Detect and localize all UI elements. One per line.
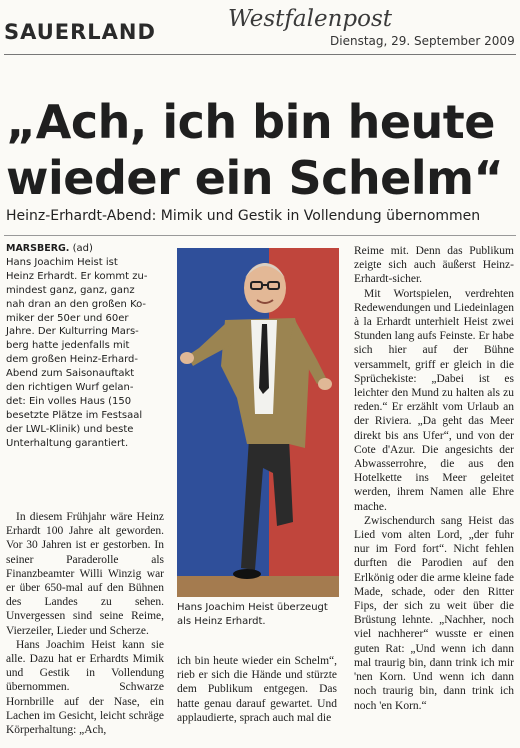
article-lead <box>6 242 164 451</box>
lead-line: det: Ein volles Haus (150 <box>6 395 132 407</box>
article-body-column-3 <box>354 244 514 713</box>
lead-line: der LWL-Klinik) und beste <box>6 423 134 435</box>
lead-line: Abend zum Saisonauftakt <box>6 368 135 380</box>
lead-line: den richtigen Wurf gelan- <box>6 382 134 394</box>
lead-line: miker der 50er und 60er <box>6 312 129 324</box>
article-body-column-2 <box>177 654 337 725</box>
dateline-line <box>6 242 164 256</box>
article-body-column-1 <box>6 510 164 737</box>
performer-photo <box>177 248 339 597</box>
headline-line-1: „Ach, ich bin heute <box>6 95 495 149</box>
left-hand <box>180 352 194 364</box>
lead-line: Heinz Erhardt. Er kommt zu- <box>6 270 148 282</box>
lead-line: dem großen Heinz-Erhard- <box>6 354 139 366</box>
shoe <box>233 569 261 579</box>
body-paragraph: Hans Joachim Heist kann sie alle. Dazu hat er Erhardts Mimik und Gestik in Vollendung übernommen. Schwarze Hornbrille auf der Nase, ein Lachen im Gesicht, leicht schräge Körperhaltung: „Ach, <box>6 638 164 737</box>
lead-line: Hans Joachim Heist ist <box>6 256 118 268</box>
section-title: SAUERLAND <box>4 20 156 44</box>
headline <box>6 94 516 206</box>
lead-line: Unterhaltung garantiert. <box>6 437 129 449</box>
body-paragraph: Mit Wortspielen, verdrehten Redewendungen und Liedeinlagen à la Erhardt unterhielt Heist zwei Stunden lang aufs Feinste. Er habe sich hier auf der Bühne versammelt, griff er gleich in die Sprüchekiste: „Dabei ist es leichter den Mund zu halten als zu reden.“ Er erzählt vom Urlaub an der Riviera. „Da geht das Meer direkt bis ans Ufer“, und von der Cote d'Azur. Die angesichts der Abwasserrohre, die aus den Hotelkette ins Meer geleitet werden, ihrem Namen alle Ehre mache. <box>354 287 514 513</box>
body-paragraph: Zwischendurch sang Heist das Lied vom alten Lord, „der fuhr nur im Ford fort“. Nicht fehlen durften die Parodien auf den Erlkönig oder die arme kleine fade Made, schade, oder den Ritter Fips, der sich zu weit über die Brüstung lehnte. „Nachher, noch viel nachherer“ wusste er einen guten Rat: „Und wenn ich dann mal traurig bin, dann trink ich mir 'nen Korn. Und wenn ich dann noch traurig bin, dann trink ich noch 'en Korn.“ <box>354 514 514 712</box>
body-paragraph: In diesem Frühjahr wäre Heinz Erhardt 100 Jahre alt geworden. Vor 30 Jahren ist er gestorben. In seiner Paraderolle als Finanzbeamter Willi Winzig war er über 650-mal auf den Bühnen des Landes zu sehen. Unvergessen sind seine Reime, Vierzeiler, Lieder und Scherze. <box>6 511 164 637</box>
body-paragraph: ich bin heute wieder ein Schelm“, rieb er sich die Hände und stürzte dem Publikum entgegen. Das hatte genau darauf gewartet. Und applaudierte, sprach auch mal die <box>177 655 337 724</box>
lead-line: berg hatte jedenfalls mit <box>6 340 130 352</box>
publication-date: Dienstag, 29. September 2009 <box>330 34 515 48</box>
body-paragraph: Reime mit. Denn das Publikum zeigte sich auch äußerst Heinz-Erhardt-sicher. <box>354 245 514 286</box>
dateline: MARSBERG. <box>6 243 70 254</box>
lead-line: mindest ganz, ganz, ganz <box>6 284 135 296</box>
stage-floor <box>177 576 339 597</box>
subheadline: Heinz-Erhardt-Abend: Mimik und Gestik in Vollendung übernommen <box>6 208 481 224</box>
headline-line-2: wieder ein Schelm“ <box>6 151 504 205</box>
article-photo <box>177 248 339 597</box>
subheadline-divider <box>4 235 516 236</box>
author-tag: (ad) <box>69 243 93 254</box>
photo-caption: Hans Joachim Heist überzeugt als Heinz Erhardt. <box>177 602 328 627</box>
right-hand <box>318 378 332 390</box>
lead-line: Jahre. Der Kulturring Mars- <box>6 326 139 338</box>
lead-line: nah dran an den großen Ko- <box>6 298 147 310</box>
lead-line: besetzte Plätze im Festsaal <box>6 409 143 421</box>
masthead-divider <box>4 54 516 55</box>
newspaper-logo: Westfalenpost <box>228 6 393 32</box>
